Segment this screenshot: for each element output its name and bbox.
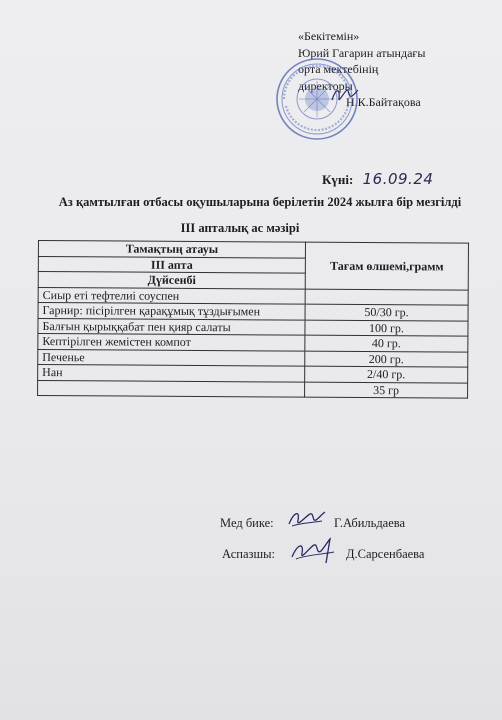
nurse-label: Мед бике: <box>220 516 274 530</box>
menu-table <box>37 240 469 399</box>
table-row <box>38 380 468 398</box>
document-subtitle: III апталық ас мәзірі <box>180 221 300 235</box>
approval-line-2: Юрий Гагарин атындағы <box>298 45 426 60</box>
dish-size: 200 гр. <box>305 351 468 367</box>
nurse-signature-line <box>220 516 406 531</box>
dish-name: Печенье <box>38 349 305 366</box>
cook-name: Д.Сарсенбаева <box>346 547 425 561</box>
dish-size: 2/40 гр. <box>305 366 468 382</box>
date-value: 16.09.24 <box>362 170 434 188</box>
nurse-name: Г.Абильдаева <box>334 516 406 530</box>
date-row <box>322 170 433 188</box>
dish-name: Сиыр еті тефтелиі соуспен <box>38 287 305 304</box>
approval-line-1: «Бекітемін» <box>298 29 360 43</box>
date-label: Күні: <box>322 172 354 187</box>
dish-size: 35 гр <box>305 382 468 398</box>
dish-name: Нан <box>38 365 305 382</box>
header-dish-name: Тамақтың атауы <box>38 241 305 258</box>
dish-name: Кептірілген жемістен компот <box>38 334 305 351</box>
approval-line-3: орта мектебінің <box>298 62 379 76</box>
document-title: Аз қамтылған отбасы оқушыларына берілетін 2024 жылға бір мезгілді <box>58 195 462 209</box>
dish-name: Гарнир: пісірілген қарақұмық тұздығымен <box>38 303 305 320</box>
nurse-signature <box>286 506 328 532</box>
header-portion-size: Тағам өлшемі,грамм <box>305 242 468 289</box>
dish-size: 50/30 гр. <box>305 304 468 320</box>
dish-name <box>38 380 305 397</box>
director-signature <box>330 84 360 106</box>
day-label: Дүйсенбі <box>38 272 305 289</box>
cook-signature-line <box>222 547 425 562</box>
dish-size: 40 гр. <box>305 335 468 351</box>
cook-signature <box>288 535 340 567</box>
approval-line-5: Н.К.Байтақова <box>346 95 421 109</box>
week-label: III апта <box>38 256 305 273</box>
dish-size <box>305 289 468 305</box>
dish-size: 100 гр. <box>305 320 468 336</box>
dish-name: Балғын қырыққабат пен қияр салаты <box>38 318 305 335</box>
approval-line-4: директоры <box>298 78 353 93</box>
cook-label: Аспазшы: <box>222 547 275 561</box>
